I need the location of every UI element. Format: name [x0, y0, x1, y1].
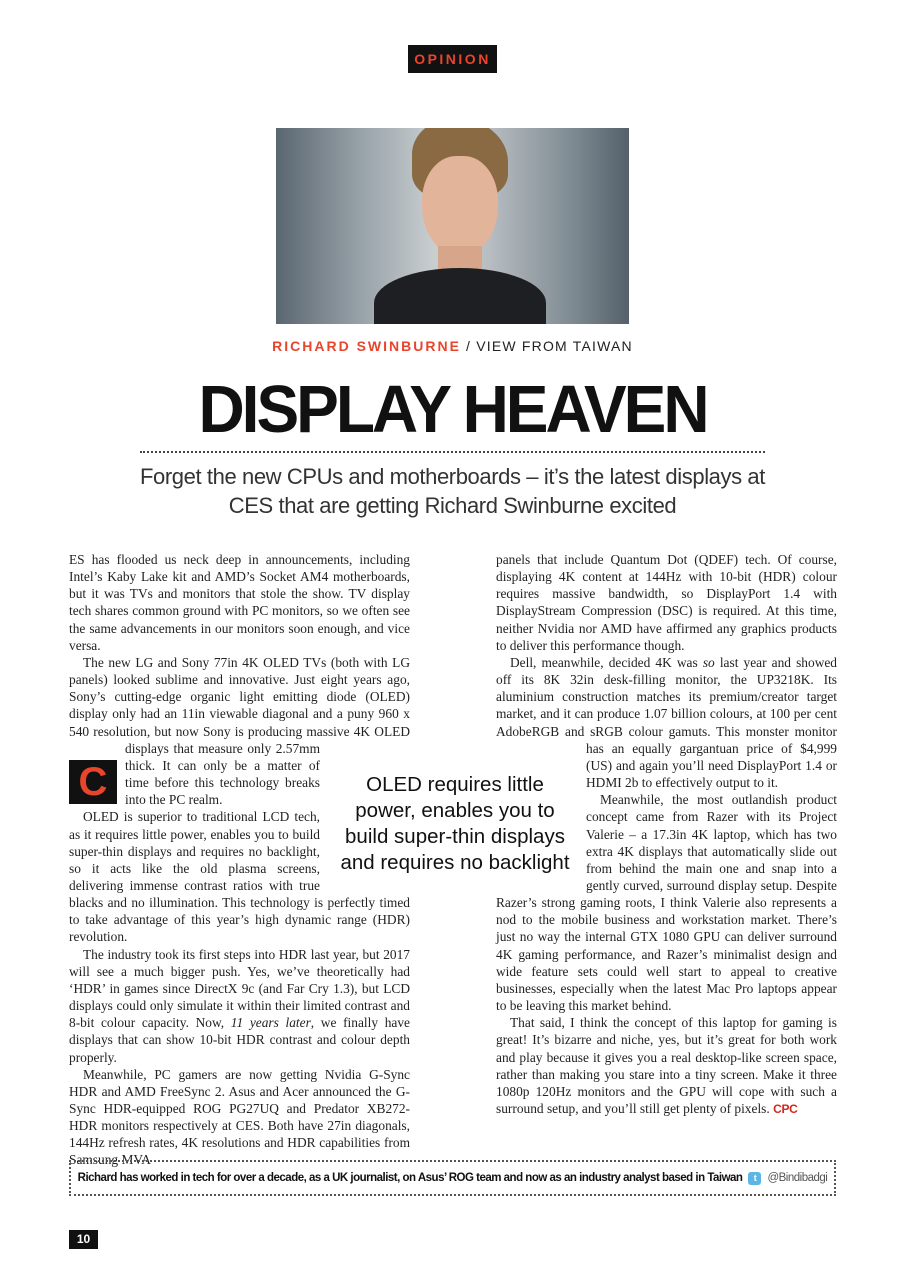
- byline-separator: /: [460, 338, 477, 354]
- twitter-icon: t: [748, 1172, 761, 1185]
- section-badge: OPINION: [408, 45, 497, 73]
- page-number: 10: [69, 1230, 98, 1249]
- paragraph: The industry took its first steps into HDR last year, but 2017 will see a much bigger push. Yes, we’ve theoretically had ‘HDR’ in games since DirectX 9c (and Far Cry 1.3), but LCD displays could only simulate it within their limited contrast and 8-bit colour capacity. Now, 11 years later, we finally have displays that can show 10-bit HDR contrast and colour depth properly.: [69, 946, 410, 1065]
- paragraph: panels that include Quantum Dot (QDEF) tech. Of course, displaying 4K content at 144Hz with 10-bit (HDR) colour requires massive bandwidth, so DisplayPort 1.4 with DisplayStream Compression (DSC) is required. At this time, neither Nvidia nor AMD have affirmed any graphics products to deliver this performance though.: [496, 552, 837, 653]
- author-name: RICHARD SWINBURNE: [272, 338, 461, 354]
- paragraph: The new LG and Sony 77in 4K OLED TVs (both with LG panels) looked sublime and innovative. Just eight years ago, Sony’s cutting-edge organic light emitting diode (OLED) display only had an 11in viewable diagonal and a puny 960 x 540 resolution, but now Sony is producing massive 4K OLED displays that measure only 2.57mm thick. It can only be a matter of time before this technology breaks into the PC realm.: [69, 654, 410, 808]
- paragraph: Dell, meanwhile, decided 4K was so last year and showed off its 8K 32in desk-filling monitor, the UP3218K. Its aluminium construction matches its premium/creator target market, and it can produce 1.07 billion colours, at 100 per cent AdobeRGB and sRGB colour gamuts. This monster monitor has an equally gargantuan price of $4,999 (US) and again you’ll need DisplayPort 1.4 or HDMI 2b to effectively output to it.: [496, 654, 837, 791]
- author-bio: [69, 1160, 836, 1196]
- byline: [0, 338, 905, 354]
- paragraph: Meanwhile, PC gamers are now getting Nvidia G-Sync HDR and AMD FreeSync 2. Asus and Acer announced the G-Sync HDR-equipped ROG PG27UQ and Predator XB272-HDR monitors respectively at CES. Both have 27in diagonals, 144Hz refresh rates, 4K resolutions and HDR capabilities from Samsung MVA: [69, 1066, 410, 1168]
- paragraph: Meanwhile, the most outlandish product concept came from Razer with its Project Valerie – a 17.3in 4K laptop, which has two extra 4K displays that automatically slide out from behind the main one and snap into a gently curved, surround display setup. Despite Razer’s strong gaming roots, I think Valerie also represents a nod to the mobile business and workstation market. There’s just no way the internal GTX 1080 GPU can deliver surround 4K gaming performance, and Razer’s minimalist design and wide feature sets could well start to appeal to creative businesses, especially when the latest Mac Pro laptops appear to be leaving this market behind.: [496, 792, 837, 1014]
- standfirst: Forget the new CPUs and motherboards – it’s the latest displays at CES that are getting Richard Swinburne excited: [140, 464, 765, 518]
- paragraph: That said, I think the concept of this laptop for gaming is great! It’s bizarre and niche, yes, but it’s great for both work and play because it gives you a real desktop-like screen space, rather than making you stare into a tiny screen. Make it three 1080p 120Hz monitors and the GPU will cope with such a surround setup, and you’ll still get plenty of pixels. CPC: [496, 1015, 837, 1116]
- end-mark: CPC: [773, 1102, 798, 1116]
- dotted-divider: [140, 451, 765, 453]
- paragraph: OLED is superior to traditional LCD tech, as it requires little power, enables you to build super-thin displays and requires no backlight, so it acts like the old plasma screens, delivering immense contrast ratios with true blacks and no illumination. This technology is perfectly timed to take advantage of this year’s high dynamic range (HDR) revolution.: [69, 809, 410, 945]
- column-name: VIEW FROM TAIWAN: [476, 338, 633, 354]
- pull-quote: OLED requires little power, enables you to build super-thin displays and requires no backlight: [340, 773, 570, 874]
- headline: DISPLAY HEAVEN: [198, 371, 707, 447]
- drop-cap: C: [69, 760, 117, 804]
- twitter-handle[interactable]: @Bindibadgi: [767, 1172, 828, 1184]
- paragraph: C ES has flooded us neck deep in announcements, including Intel’s Kaby Lake kit and AMD’s Socket AM4 motherboards, but it was TVs and monitors that stole the show. TV display tech shares common ground with PC monitors, so we often see the same advancements in our monitors soon enough, and vice versa.: [69, 552, 410, 804]
- author-photo: [276, 128, 629, 324]
- bio-text: Richard has worked in tech for over a decade, as a UK journalist, on Asus’ ROG team and now as an industry analyst based in Taiwan: [77, 1172, 743, 1184]
